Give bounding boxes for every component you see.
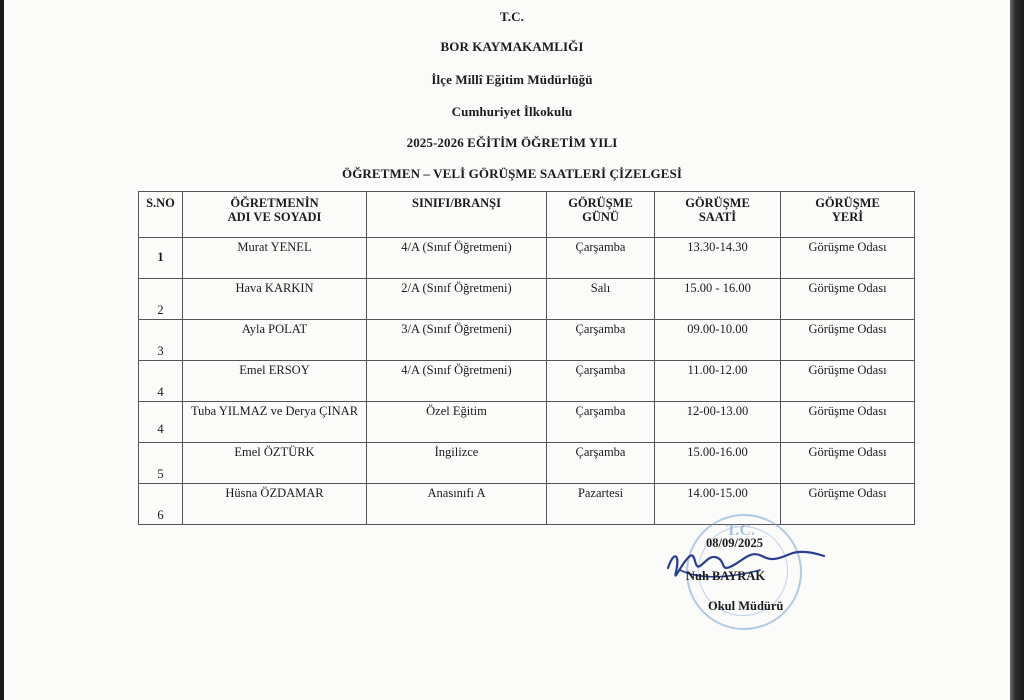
- col-header-place: GÖRÜŞME YERİ: [781, 192, 915, 238]
- header-school: Cumhuriyet İlkokulu: [451, 104, 573, 119]
- cell-day: Çarşamba: [547, 238, 655, 279]
- col-header-time: GÖRÜŞME SAATİ: [655, 192, 781, 238]
- cell-no: 3: [139, 320, 183, 361]
- cell-place: Görüşme Odası: [781, 402, 915, 443]
- signature-title: Okul Müdürü: [708, 599, 784, 613]
- cell-name: Emel ÖZTÜRK: [183, 443, 367, 484]
- schedule-table: [138, 191, 915, 525]
- cell-no: 5: [139, 443, 183, 484]
- table-header-row: [139, 192, 915, 238]
- cell-place: Görüşme Odası: [781, 238, 915, 279]
- cell-time: 09.00-10.00: [655, 320, 781, 361]
- cell-class: Özel Eğitim: [367, 402, 547, 443]
- cell-day: Salı: [547, 279, 655, 320]
- cell-class: 2/A (Sınıf Öğretmeni): [367, 279, 547, 320]
- cell-place: Görüşme Odası: [781, 484, 915, 525]
- cell-time: 13.30-14.30: [655, 238, 781, 279]
- cell-class: 4/A (Sınıf Öğretmeni): [367, 361, 547, 402]
- cell-place: Görüşme Odası: [781, 361, 915, 402]
- table-row: [139, 443, 915, 484]
- cell-name: Ayla POLAT: [183, 320, 367, 361]
- table-row: [139, 279, 915, 320]
- col-header-day: GÖRÜŞME GÜNÜ: [547, 192, 655, 238]
- cell-place: Görüşme Odası: [781, 320, 915, 361]
- header-year: 2025-2026 EĞİTİM ÖĞRETİM YILI: [406, 135, 618, 150]
- col-header-name: ÖĞRETMENİN ADI VE SOYADI: [183, 192, 367, 238]
- cell-class: 3/A (Sınıf Öğretmeni): [367, 320, 547, 361]
- cell-day: Çarşamba: [547, 402, 655, 443]
- header-tc: T.C.: [500, 9, 524, 24]
- cell-time: 12-00-13.00: [655, 402, 781, 443]
- col-header-no: S.NO: [139, 192, 183, 238]
- cell-day: Çarşamba: [547, 361, 655, 402]
- table-row: [139, 238, 915, 279]
- stamp-tc-text: T.C.: [726, 522, 756, 539]
- cell-place: Görüşme Odası: [781, 279, 915, 320]
- signature-name: Nuh BAYRAK: [686, 569, 766, 583]
- cell-no: 1: [139, 238, 183, 279]
- cell-no: 4: [139, 361, 183, 402]
- cell-time: 11.00-12.00: [655, 361, 781, 402]
- table-row: [139, 361, 915, 402]
- cell-no: 2: [139, 279, 183, 320]
- cell-time: 15.00-16.00: [655, 443, 781, 484]
- cell-time: 14.00-15.00: [655, 484, 781, 525]
- cell-day: Çarşamba: [547, 443, 655, 484]
- cell-place: Görüşme Odası: [781, 443, 915, 484]
- cell-name: Emel ERSOY: [183, 361, 367, 402]
- signature-date: 08/09/2025: [706, 536, 763, 550]
- header-title: ÖĞRETMEN – VELİ GÖRÜŞME SAATLERİ ÇİZELGESİ: [342, 166, 682, 181]
- col-header-class: SINIFI/BRANŞI: [367, 192, 547, 238]
- cell-class: İngilizce: [367, 443, 547, 484]
- cell-name: Murat YENEL: [183, 238, 367, 279]
- cell-no: 4: [139, 402, 183, 443]
- table-row: [139, 320, 915, 361]
- cell-name: Hava KARKIN: [183, 279, 367, 320]
- cell-time: 15.00 - 16.00: [655, 279, 781, 320]
- cell-day: Çarşamba: [547, 320, 655, 361]
- cell-no: 6: [139, 484, 183, 525]
- header-kaymakamlik: BOR KAYMAKAMLIĞI: [440, 39, 584, 54]
- cell-class: 4/A (Sınıf Öğretmeni): [367, 238, 547, 279]
- cell-name: Hüsna ÖZDAMAR: [183, 484, 367, 525]
- header-mudurluk: İlçe Millî Eğitim Müdürlüğü: [431, 72, 593, 87]
- cell-name: Tuba YILMAZ ve Derya ÇINAR: [183, 402, 367, 443]
- table-row: [139, 402, 915, 443]
- cell-day: Pazartesi: [547, 484, 655, 525]
- cell-class: Anasınıfı A: [367, 484, 547, 525]
